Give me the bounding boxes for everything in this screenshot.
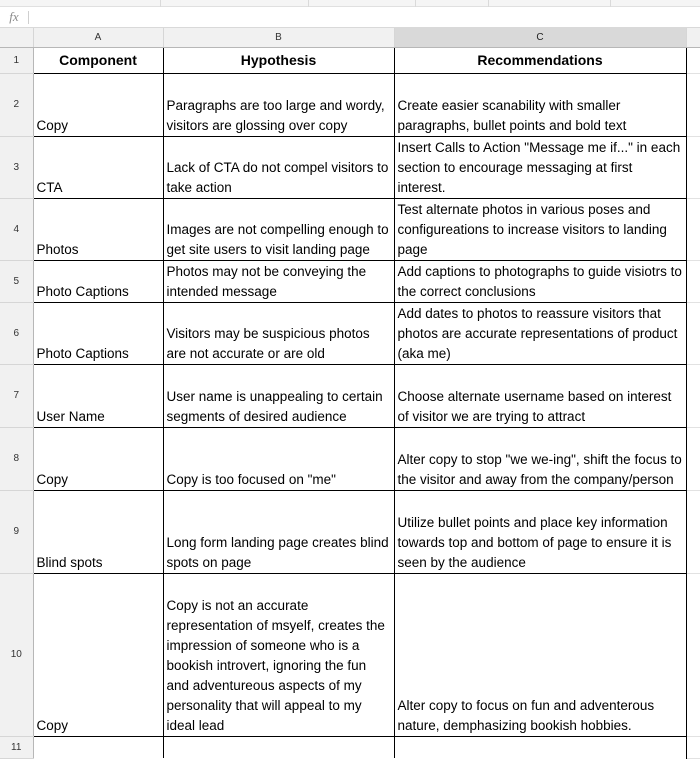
cell-a3[interactable]: CTA [33, 136, 163, 198]
column-header-c[interactable]: C [394, 28, 686, 47]
toolbar-separator [488, 0, 489, 7]
row-header-1[interactable]: 1 [0, 47, 33, 73]
spreadsheet-grid[interactable] [0, 28, 700, 753]
toolbar-separator [160, 0, 161, 7]
cell-b1[interactable]: Hypothesis [163, 47, 394, 73]
cell-a6[interactable]: Photo Captions [33, 302, 163, 364]
table-row[interactable] [0, 573, 700, 736]
cell-c4[interactable]: Test alternate photos in various poses and configureations to increase visitors to landing page [394, 198, 686, 260]
toolbar-separator [308, 0, 309, 7]
cell-a8[interactable]: Copy [33, 427, 163, 490]
cell-c11[interactable] [394, 736, 686, 758]
cell-c6[interactable]: Add dates to photos to reassure visitors that photos are accurate representations of product (aka me) [394, 302, 686, 364]
function-icon[interactable]: fx [9, 9, 19, 24]
row-header-11[interactable]: 11 [0, 736, 33, 758]
table-row[interactable] [0, 736, 700, 758]
row-header-3[interactable]: 3 [0, 136, 33, 198]
cell-a10[interactable]: Copy [33, 573, 163, 736]
cell-b2[interactable]: Paragraphs are too large and wordy, visitors are glossing over copy [163, 73, 394, 136]
cell-a9[interactable]: Blind spots [33, 490, 163, 573]
column-header-d[interactable] [686, 28, 700, 47]
cell-d2[interactable] [686, 73, 700, 136]
toolbar-strip [0, 0, 700, 7]
table-row[interactable] [0, 73, 700, 136]
toolbar-separator [415, 0, 416, 7]
cell-a11[interactable] [33, 736, 163, 758]
cell-b5[interactable]: Photos may not be conveying the intended message [163, 260, 394, 302]
column-header-b[interactable]: B [163, 28, 394, 47]
cell-d11[interactable] [686, 736, 700, 758]
cell-b9[interactable]: Long form landing page creates blind spots on page [163, 490, 394, 573]
cell-c8[interactable]: Alter copy to stop "we we-ing", shift the focus to the visitor and away from the company/person [394, 427, 686, 490]
table-row[interactable] [0, 198, 700, 260]
cell-d4[interactable] [686, 198, 700, 260]
formula-bar [0, 7, 700, 28]
cell-b6[interactable]: Visitors may be suspicious photos are not accurate or are old [163, 302, 394, 364]
column-header-row [0, 28, 700, 47]
cell-d5[interactable] [686, 260, 700, 302]
cell-d10[interactable] [686, 573, 700, 736]
cell-b3[interactable]: Lack of CTA do not compel visitors to take action [163, 136, 394, 198]
cell-d1[interactable] [686, 47, 700, 73]
toolbar-separator [610, 0, 611, 7]
cell-c3[interactable]: Insert Calls to Action "Message me if..." in each section to encourage messaging at first interest. [394, 136, 686, 198]
table-row[interactable] [0, 490, 700, 573]
row-header-8[interactable]: 8 [0, 427, 33, 490]
cell-c2[interactable]: Create easier scanability with smaller paragraphs, bullet points and bold text [394, 73, 686, 136]
column-header-a[interactable]: A [33, 28, 163, 47]
row-header-6[interactable]: 6 [0, 302, 33, 364]
cell-d9[interactable] [686, 490, 700, 573]
row-header-9[interactable]: 9 [0, 490, 33, 573]
table-row[interactable] [0, 302, 700, 364]
table-row[interactable] [0, 364, 700, 427]
row-header-5[interactable]: 5 [0, 260, 33, 302]
table-row[interactable] [0, 427, 700, 490]
cell-a7[interactable]: User Name [33, 364, 163, 427]
cell-c5[interactable]: Add captions to photographs to guide visiotrs to the correct conclusions [394, 260, 686, 302]
cell-a4[interactable]: Photos [33, 198, 163, 260]
cell-d3[interactable] [686, 136, 700, 198]
row-header-7[interactable]: 7 [0, 364, 33, 427]
cell-c9[interactable]: Utilize bullet points and place key information towards top and bottom of page to ensure it is seen by the audience [394, 490, 686, 573]
cell-c10[interactable]: Alter copy to focus on fun and adventerous nature, demphasizing bookish hobbies. [394, 573, 686, 736]
cell-b8[interactable]: Copy is too focused on "me" [163, 427, 394, 490]
cell-d8[interactable] [686, 427, 700, 490]
cell-b11[interactable] [163, 736, 394, 758]
row-header-2[interactable]: 2 [0, 73, 33, 136]
cell-c7[interactable]: Choose alternate username based on interest of visitor we are trying to attract [394, 364, 686, 427]
cell-d7[interactable] [686, 364, 700, 427]
cell-b4[interactable]: Images are not compelling enough to get site users to visit landing page [163, 198, 394, 260]
cell-a5[interactable]: Photo Captions [33, 260, 163, 302]
cell-b7[interactable]: User name is unappealing to certain segments of desired audience [163, 364, 394, 427]
table-row[interactable] [0, 260, 700, 302]
cell-a1[interactable]: Component [33, 47, 163, 73]
row-header-4[interactable]: 4 [0, 198, 33, 260]
cell-a2[interactable]: Copy [33, 73, 163, 136]
cell-b10[interactable]: Copy is not an accurate representation of msyelf, creates the impression of someone who is a bookish introvert, ignoring the fun and adventureous aspects of my personality that will appeal to my ideal lead [163, 573, 394, 736]
sheet-table [0, 28, 700, 759]
row-header-10[interactable]: 10 [0, 573, 33, 736]
select-all-corner[interactable] [0, 28, 33, 47]
table-row[interactable] [0, 136, 700, 198]
formula-input[interactable] [29, 8, 700, 27]
cell-d6[interactable] [686, 302, 700, 364]
cell-c1[interactable]: Recommendations [394, 47, 686, 73]
table-row[interactable] [0, 47, 700, 73]
